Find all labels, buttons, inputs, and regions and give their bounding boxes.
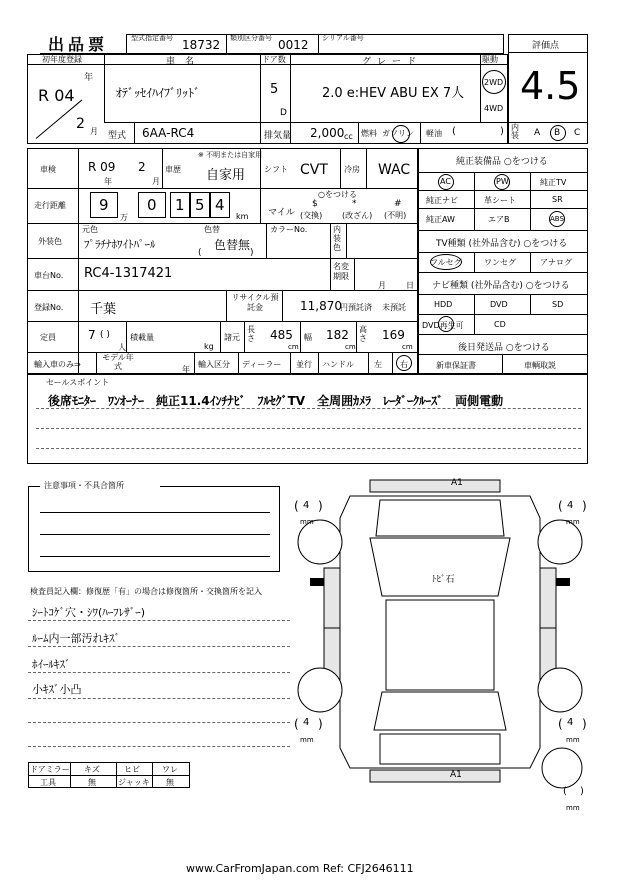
registration-value: 千葉 (90, 302, 117, 317)
color-no-label: カラーNo. (270, 225, 308, 234)
tv-fullseg: フルセグ (430, 258, 462, 267)
height-value: 169 (382, 328, 405, 342)
chassis-label: 車台No. (34, 271, 64, 280)
mileage-digit-1: 9 (99, 196, 109, 214)
shift-label: シフト (264, 165, 288, 174)
first-reg-label: 初年度登録 (42, 55, 82, 64)
ac-value: WAC (378, 162, 411, 178)
model-value: 6AA-RC4 (142, 126, 195, 140)
later-manual: 車輌取説 (524, 361, 556, 370)
interior-label: 内装 (511, 123, 519, 140)
serial-label: シリアル番号 (322, 34, 364, 42)
svg-text:(: ( (558, 717, 563, 731)
chassis-value: RC4-1317421 (84, 266, 173, 281)
equipment-title: 純正装備品 ○をつける (456, 157, 548, 167)
notes-box (28, 486, 280, 572)
model-no-label: 型式指定番号 (131, 34, 173, 42)
car-name-label: 車名 (166, 57, 205, 67)
unknown-label: (不明) (384, 211, 407, 220)
inspection-year: R 09 (88, 160, 116, 174)
sales-point-label: セールスポイント (46, 378, 110, 387)
class-no-value: 0012 (278, 38, 309, 52)
model-label: 型式 (108, 131, 127, 141)
interior-grade-a: A (534, 128, 541, 138)
equip-pw: PW (496, 177, 509, 186)
grade-label: グレード (362, 57, 423, 67)
navi-hdd: HDD (434, 300, 453, 309)
first-reg-year: R 04 (38, 86, 75, 105)
load-label: 積載量 (130, 333, 154, 342)
tire-rr-depth: 4 (567, 717, 574, 728)
tire-fr-depth: 4 (567, 500, 574, 511)
doors-label: ドア数 (262, 55, 286, 64)
dims-label: 諸元 (224, 333, 240, 342)
recycle-not: 未預託 (382, 303, 406, 312)
drive-4wd: 4WD (484, 104, 504, 113)
navi-sd: SD (552, 300, 564, 309)
color-change-value: 色替無 (214, 238, 251, 252)
equip-tv: 純正TV (540, 178, 567, 187)
model-year-label: モデル年式 (102, 353, 134, 371)
capacity-value: 7 (88, 328, 96, 342)
recycle-label: リサイクル預託金 (231, 293, 279, 312)
equip-ac: AC (440, 177, 451, 186)
mileage-digit-2: 0 (147, 196, 157, 214)
tv-title: TV種類 (社外品含む) ○をつける (436, 239, 568, 249)
navi-cd: CD (494, 320, 506, 329)
inspector-note-2: ﾙｰﾑ内一部汚れｷｽﾞ (32, 632, 120, 645)
handle-right: 右 (400, 360, 408, 369)
shift-value: CVT (300, 162, 328, 178)
svg-text:): ) (582, 717, 587, 731)
navi-title: ナビ種類 (社外品含む) ○をつける (432, 281, 570, 291)
parallel-option: 並行 (296, 360, 312, 369)
handle-left: 左 (374, 360, 382, 369)
svg-text:(: ( (294, 499, 299, 513)
windshield-mark: ﾄﾋﾞ石 (432, 575, 455, 585)
color-value: ﾌﾟﾗﾁﾅﾎﾜｲﾄﾊﾟｰﾙ (84, 238, 156, 251)
displacement-label: 排気量 (264, 131, 292, 141)
inspector-title: 検査員記入欄：修復歴「有」の場合は修復箇所・交換箇所を記入 (30, 587, 262, 596)
tire-fl-depth: 4 (303, 500, 310, 511)
usage-value: 自家用 (206, 168, 246, 183)
displacement-value: 2,000 (310, 126, 345, 140)
rear-mark: A1 (450, 770, 462, 780)
score-label: 評価点 (532, 41, 560, 51)
form-title: 出品票 (48, 35, 109, 54)
fuel-gasoline: ガソリン (382, 129, 414, 138)
fuel-diesel: 軽油 (426, 129, 442, 138)
ac-label: 冷房 (344, 165, 360, 174)
interior-grade-b: B (554, 128, 561, 138)
import-only-label: 輸入車のみ⇒ (34, 360, 81, 369)
import-type-label: 輸入区分 (198, 360, 230, 369)
svg-text:): ) (582, 499, 587, 513)
inspection-month: 2 (138, 160, 146, 174)
mileage-digit-4: 5 (195, 196, 205, 214)
mile-label: マイル (268, 208, 295, 218)
handle-label: ハンドル (322, 360, 354, 369)
color-label: 外装色 (38, 237, 62, 246)
svg-text:(: ( (558, 499, 563, 513)
registration-label: 登録No. (34, 303, 64, 312)
later-warranty: 新車保証書 (436, 361, 476, 370)
drive-2wd: 2WD (484, 78, 504, 87)
drive-label: 駆動 (482, 55, 498, 64)
equip-sr: SR (552, 195, 563, 204)
name-change-label: 名変期限 (333, 262, 349, 281)
svg-text:): ) (318, 499, 323, 513)
interior-color-label: 内装色 (333, 225, 341, 252)
mileage-digit-3: 1 (175, 196, 185, 214)
equip-leather: 革シート (484, 196, 516, 205)
svg-text:(: ( (294, 717, 299, 731)
class-no-label: 類別区分番号 (230, 34, 272, 42)
footer-ref: www.CarFromJapan.com Ref: CFJ2646111 (186, 862, 414, 875)
front-mark: A1 (451, 478, 463, 488)
car-diagram-svg (290, 478, 590, 808)
recycle-value: 11,870 (300, 299, 342, 313)
dealer-option: ディーラー (242, 360, 282, 369)
inspector-note-4: 小ｷｽﾞ小凸 (32, 683, 82, 696)
mileage-digit-5: 4 (215, 196, 225, 214)
tire-rl-depth: 4 (303, 717, 310, 728)
equip-airbag: エアB (488, 215, 510, 224)
later-title: 後日発送品 ○をつける (458, 343, 550, 353)
tv-oneseg: ワンセグ (484, 258, 516, 267)
sales-point-text: 後席ﾓﾆﾀｰ ﾜﾝｵｰﾅｰ 純正11.4ｲﾝﾁﾅﾋﾞ ﾌﾙｾｸﾞTV 全周囲ｶﾒﾗ ﾚｰﾀﾞｰｸﾙｰｽﾞ 両側電動 (48, 394, 504, 408)
width-value: 182 (326, 328, 349, 342)
navi-dvd: DVD (490, 300, 508, 309)
sales-point-box (27, 374, 588, 464)
car-diagram (290, 478, 590, 808)
capacity-label: 定員 (40, 333, 56, 342)
usage-label: 車歴 (165, 165, 181, 174)
interior-grade-c: C (574, 128, 581, 138)
inspection-label: 車検 (40, 165, 56, 174)
inspector-note-3: ﾎｲｰﾙｷｽﾞ (32, 658, 71, 671)
svg-text:): ) (318, 717, 323, 731)
tv-analog: アナログ (540, 258, 572, 267)
door-type: D (280, 108, 287, 118)
length-value: 485 (270, 328, 293, 342)
first-reg-month: 2 (76, 116, 85, 132)
fuel-label: 燃料 (361, 129, 377, 138)
exchange-label: (交換) (300, 211, 323, 220)
car-name-value: ｵﾃﾞｯｾｲﾊｲﾌﾞﾘｯﾄﾞ (116, 86, 201, 100)
model-no-value: 18732 (182, 38, 221, 52)
inspector-note-1: ｼｰﾄｺｹﾞ穴・ｼﾜ(ﾊｰﾌﾚｻﾞｰ) (32, 606, 146, 619)
doors-value: 5 (270, 82, 279, 97)
mileage-label: 走行距離 (34, 201, 66, 210)
equip-aw: 純正AW (426, 215, 455, 224)
notes-title: 注意事項・不具合箇所 (44, 481, 124, 490)
grade-value: 2.0 e:HEV ABU EX 7人 (322, 86, 465, 101)
equip-abs: ABS (550, 215, 564, 223)
tamper-label: (改ざん) (342, 211, 373, 220)
equip-navi: 純正ナビ (426, 196, 458, 205)
score-value: 4.5 (520, 64, 581, 108)
navi-dvd-play: DVD再生可 (422, 321, 464, 330)
